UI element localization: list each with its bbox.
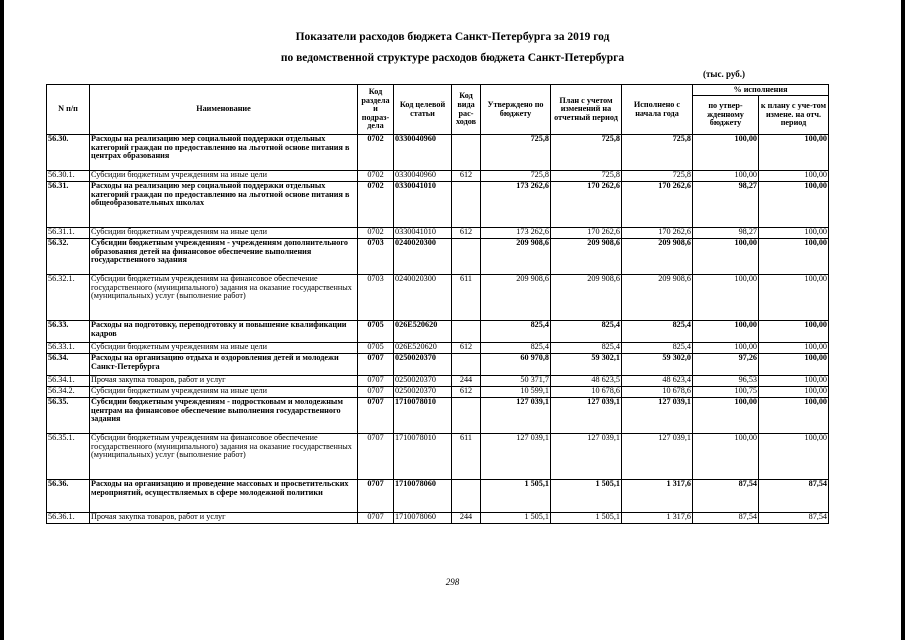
row-plan: 209 908,6 <box>551 275 622 321</box>
table-row <box>47 398 829 434</box>
row-kind-code: 612 <box>452 228 481 239</box>
table-body <box>47 135 829 524</box>
row-approved: 825,4 <box>481 343 551 354</box>
row-approved: 50 371,7 <box>481 376 551 387</box>
row-kind-code: 611 <box>452 434 481 480</box>
row-target-code: 0250020370 <box>394 354 452 376</box>
row-done: 1 317,6 <box>622 513 693 524</box>
row-number: 56.30. <box>47 135 90 171</box>
row-approved: 209 908,6 <box>481 275 551 321</box>
row-section-code: 0707 <box>358 434 394 480</box>
row-target-code: 0240020300 <box>394 239 452 275</box>
header-kind: Код вида рас-ходов <box>452 85 481 135</box>
row-approved: 725,8 <box>481 135 551 171</box>
document-title-line1: Показатели расходов бюджета Санкт-Петербурга за 2019 год <box>295 31 610 43</box>
table-row <box>47 228 829 239</box>
row-pct-approved: 98,27 <box>693 182 759 228</box>
row-name: Субсидии бюджетным учреждениям - учреждениям дополнительного образования детей на финансовое обеспечение выполнения государственного задания <box>90 239 358 275</box>
row-plan: 170 262,6 <box>551 182 622 228</box>
row-plan: 1 505,1 <box>551 513 622 524</box>
row-plan: 725,8 <box>551 171 622 182</box>
row-name: Субсидии бюджетным учреждениям - подростковым и молодежным центрам на финансовое обеспечение выполнения государственного задания <box>90 398 358 434</box>
row-name: Расходы на организацию и проведение массовых и просветительских мероприятий, осуществляемых в сфере молодежной политики <box>90 480 358 513</box>
header-num: N п/п <box>47 85 90 135</box>
row-target-code: 0250020370 <box>394 387 452 398</box>
row-name: Субсидии бюджетным учреждениям на финансовое обеспечение государственного (муниципального) задания на оказание государственных (муниципальных) услуг (выполнение работ) <box>90 434 358 480</box>
row-pct-approved: 96,53 <box>693 376 759 387</box>
row-name: Субсидии бюджетным учреждениям на иные цели <box>90 343 358 354</box>
row-section-code: 0702 <box>358 182 394 228</box>
header-approved: Утверждено по бюджету <box>481 85 551 135</box>
row-approved: 60 970,8 <box>481 354 551 376</box>
row-name: Субсидии бюджетным учреждениям на иные цели <box>90 228 358 239</box>
row-target-code: 1710078060 <box>394 480 452 513</box>
row-plan: 1 505,1 <box>551 480 622 513</box>
table-row <box>47 387 829 398</box>
row-pct-approved: 100,75 <box>693 387 759 398</box>
row-section-code: 0707 <box>358 376 394 387</box>
row-kind-code: 244 <box>452 513 481 524</box>
row-number: 56.33. <box>47 321 90 343</box>
row-number: 56.30.1. <box>47 171 90 182</box>
row-name: Субсидии бюджетным учреждениям на финансовое обеспечение государственного (муниципального) задания на оказание государственных (муниципальных) услуг (выполнение работ) <box>90 275 358 321</box>
table-row <box>47 275 829 321</box>
row-number: 56.34.2. <box>47 387 90 398</box>
table-row <box>47 343 829 354</box>
row-pct-approved: 100,00 <box>693 398 759 434</box>
row-plan: 48 623,5 <box>551 376 622 387</box>
row-section-code: 0703 <box>358 275 394 321</box>
header-done: Исполнено с начала года <box>622 85 693 135</box>
row-done: 127 039,1 <box>622 434 693 480</box>
row-kind-code <box>452 239 481 275</box>
row-done: 59 302,0 <box>622 354 693 376</box>
row-number: 56.34. <box>47 354 90 376</box>
row-plan: 825,4 <box>551 321 622 343</box>
row-pct-plan: 100,00 <box>759 239 829 275</box>
row-pct-plan: 87,54 <box>759 480 829 513</box>
row-pct-plan: 100,00 <box>759 398 829 434</box>
row-done: 209 908,6 <box>622 239 693 275</box>
row-approved: 825,4 <box>481 321 551 343</box>
row-target-code: 026E520620 <box>394 321 452 343</box>
row-done: 725,8 <box>622 171 693 182</box>
row-section-code: 0707 <box>358 513 394 524</box>
row-number: 56.33.1. <box>47 343 90 354</box>
row-approved: 173 262,6 <box>481 228 551 239</box>
row-approved: 1 505,1 <box>481 480 551 513</box>
row-target-code: 1710078010 <box>394 398 452 434</box>
row-target-code: 0330040960 <box>394 171 452 182</box>
row-done: 127 039,1 <box>622 398 693 434</box>
row-name: Расходы на подготовку, переподготовку и повышение квалификации кадров <box>90 321 358 343</box>
header-name: Наименование <box>90 85 358 135</box>
row-target-code: 0330041010 <box>394 182 452 228</box>
row-pct-approved: 100,00 <box>693 135 759 171</box>
table-row <box>47 171 829 182</box>
row-pct-plan: 100,00 <box>759 182 829 228</box>
row-plan: 127 039,1 <box>551 398 622 434</box>
row-done: 1 317,6 <box>622 480 693 513</box>
row-section-code: 0702 <box>358 171 394 182</box>
header-pct-plan: к плану с уче-том измене. на отч. период <box>759 96 829 135</box>
row-number: 56.36.1. <box>47 513 90 524</box>
row-approved: 10 599,1 <box>481 387 551 398</box>
row-name: Субсидии бюджетным учреждениям на иные цели <box>90 171 358 182</box>
row-kind-code: 612 <box>452 171 481 182</box>
row-plan: 825,4 <box>551 343 622 354</box>
row-kind-code <box>452 135 481 171</box>
row-kind-code <box>452 480 481 513</box>
row-kind-code: 612 <box>452 387 481 398</box>
row-number: 56.31. <box>47 182 90 228</box>
header-plan: План с учетом изменений на отчетный период <box>551 85 622 135</box>
units-label: (тыс. руб.) <box>703 69 745 79</box>
row-name: Расходы на реализацию мер социальной поддержки отдельных категорий граждан по предоставлению на льготной основе питания в общеобразовательных школах <box>90 182 358 228</box>
row-done: 825,4 <box>622 321 693 343</box>
row-pct-approved: 100,00 <box>693 275 759 321</box>
row-name: Расходы на реализацию мер социальной поддержки отдельных категорий граждан по предоставлению на льготной основе питания в центрах образования <box>90 135 358 171</box>
row-section-code: 0702 <box>358 228 394 239</box>
row-approved: 173 262,6 <box>481 182 551 228</box>
row-pct-plan: 100,00 <box>759 275 829 321</box>
row-name: Расходы на организацию отдыха и оздоровления детей и молодежи Санкт-Петербурга <box>90 354 358 376</box>
row-pct-plan: 100,00 <box>759 343 829 354</box>
row-done: 10 678,6 <box>622 387 693 398</box>
row-section-code: 0707 <box>358 398 394 434</box>
row-section-code: 0705 <box>358 321 394 343</box>
row-target-code: 026E520620 <box>394 343 452 354</box>
row-done: 170 262,6 <box>622 228 693 239</box>
row-pct-approved: 100,00 <box>693 239 759 275</box>
row-pct-approved: 100,00 <box>693 343 759 354</box>
row-approved: 127 039,1 <box>481 398 551 434</box>
budget-table <box>46 84 829 524</box>
row-pct-approved: 100,00 <box>693 434 759 480</box>
row-kind-code <box>452 182 481 228</box>
row-pct-plan: 87,54 <box>759 513 829 524</box>
row-pct-plan: 100,00 <box>759 135 829 171</box>
table-row <box>47 434 829 480</box>
table-row <box>47 135 829 171</box>
row-number: 56.34.1. <box>47 376 90 387</box>
row-pct-plan: 100,00 <box>759 228 829 239</box>
row-done: 209 908,6 <box>622 275 693 321</box>
table-row <box>47 354 829 376</box>
table-row <box>47 321 829 343</box>
row-section-code: 0707 <box>358 480 394 513</box>
row-done: 825,4 <box>622 343 693 354</box>
row-pct-approved: 97,26 <box>693 354 759 376</box>
row-plan: 209 908,6 <box>551 239 622 275</box>
row-plan: 725,8 <box>551 135 622 171</box>
row-section-code: 0703 <box>358 239 394 275</box>
row-section-code: 0705 <box>358 343 394 354</box>
row-done: 725,8 <box>622 135 693 171</box>
row-number: 56.31.1. <box>47 228 90 239</box>
document-title-line2: по ведомственной структуре расходов бюджета Санкт-Петербурга <box>280 52 625 64</box>
row-section-code: 0707 <box>358 387 394 398</box>
row-approved: 209 908,6 <box>481 239 551 275</box>
row-done: 170 262,6 <box>622 182 693 228</box>
row-name: Прочая закупка товаров, работ и услуг <box>90 376 358 387</box>
table-row <box>47 513 829 524</box>
row-pct-plan: 100,00 <box>759 376 829 387</box>
row-kind-code <box>452 398 481 434</box>
header-pct-approved: по утвер-жденному бюджету <box>693 96 759 135</box>
scan-border-left <box>0 0 4 640</box>
table-row <box>47 480 829 513</box>
row-number: 56.35.1. <box>47 434 90 480</box>
row-target-code: 1710078060 <box>394 513 452 524</box>
row-section-code: 0707 <box>358 354 394 376</box>
row-number: 56.32. <box>47 239 90 275</box>
row-kind-code: 244 <box>452 376 481 387</box>
row-number: 56.32.1. <box>47 275 90 321</box>
row-number: 56.35. <box>47 398 90 434</box>
header-section: Код раздела и подраз-дела <box>358 85 394 135</box>
row-kind-code <box>452 354 481 376</box>
row-pct-plan: 100,00 <box>759 387 829 398</box>
row-target-code: 0330040960 <box>394 135 452 171</box>
row-pct-plan: 100,00 <box>759 171 829 182</box>
table-row <box>47 376 829 387</box>
row-approved: 127 039,1 <box>481 434 551 480</box>
row-plan: 59 302,1 <box>551 354 622 376</box>
row-done: 48 623,4 <box>622 376 693 387</box>
header-target: Код целевой статьи <box>394 85 452 135</box>
row-number: 56.36. <box>47 480 90 513</box>
row-section-code: 0702 <box>358 135 394 171</box>
row-pct-plan: 100,00 <box>759 434 829 480</box>
page-number: 298 <box>445 577 460 587</box>
row-target-code: 1710078010 <box>394 434 452 480</box>
row-target-code: 0330041010 <box>394 228 452 239</box>
row-kind-code: 612 <box>452 343 481 354</box>
row-name: Прочая закупка товаров, работ и услуг <box>90 513 358 524</box>
row-pct-approved: 98,27 <box>693 228 759 239</box>
row-pct-plan: 100,00 <box>759 321 829 343</box>
row-kind-code: 611 <box>452 275 481 321</box>
row-target-code: 0250020370 <box>394 376 452 387</box>
row-pct-plan: 100,00 <box>759 354 829 376</box>
row-kind-code <box>452 321 481 343</box>
table-row <box>47 239 829 275</box>
row-name: Субсидии бюджетным учреждениям на иные цели <box>90 387 358 398</box>
table-row <box>47 182 829 228</box>
row-pct-approved: 100,00 <box>693 171 759 182</box>
scan-border-right <box>901 0 905 640</box>
row-pct-approved: 100,00 <box>693 321 759 343</box>
row-plan: 127 039,1 <box>551 434 622 480</box>
row-plan: 10 678,6 <box>551 387 622 398</box>
row-pct-approved: 87,54 <box>693 513 759 524</box>
row-pct-approved: 87,54 <box>693 480 759 513</box>
row-target-code: 0240020300 <box>394 275 452 321</box>
header-pct: % исполнения <box>693 85 829 96</box>
row-approved: 1 505,1 <box>481 513 551 524</box>
row-plan: 170 262,6 <box>551 228 622 239</box>
row-approved: 725,8 <box>481 171 551 182</box>
